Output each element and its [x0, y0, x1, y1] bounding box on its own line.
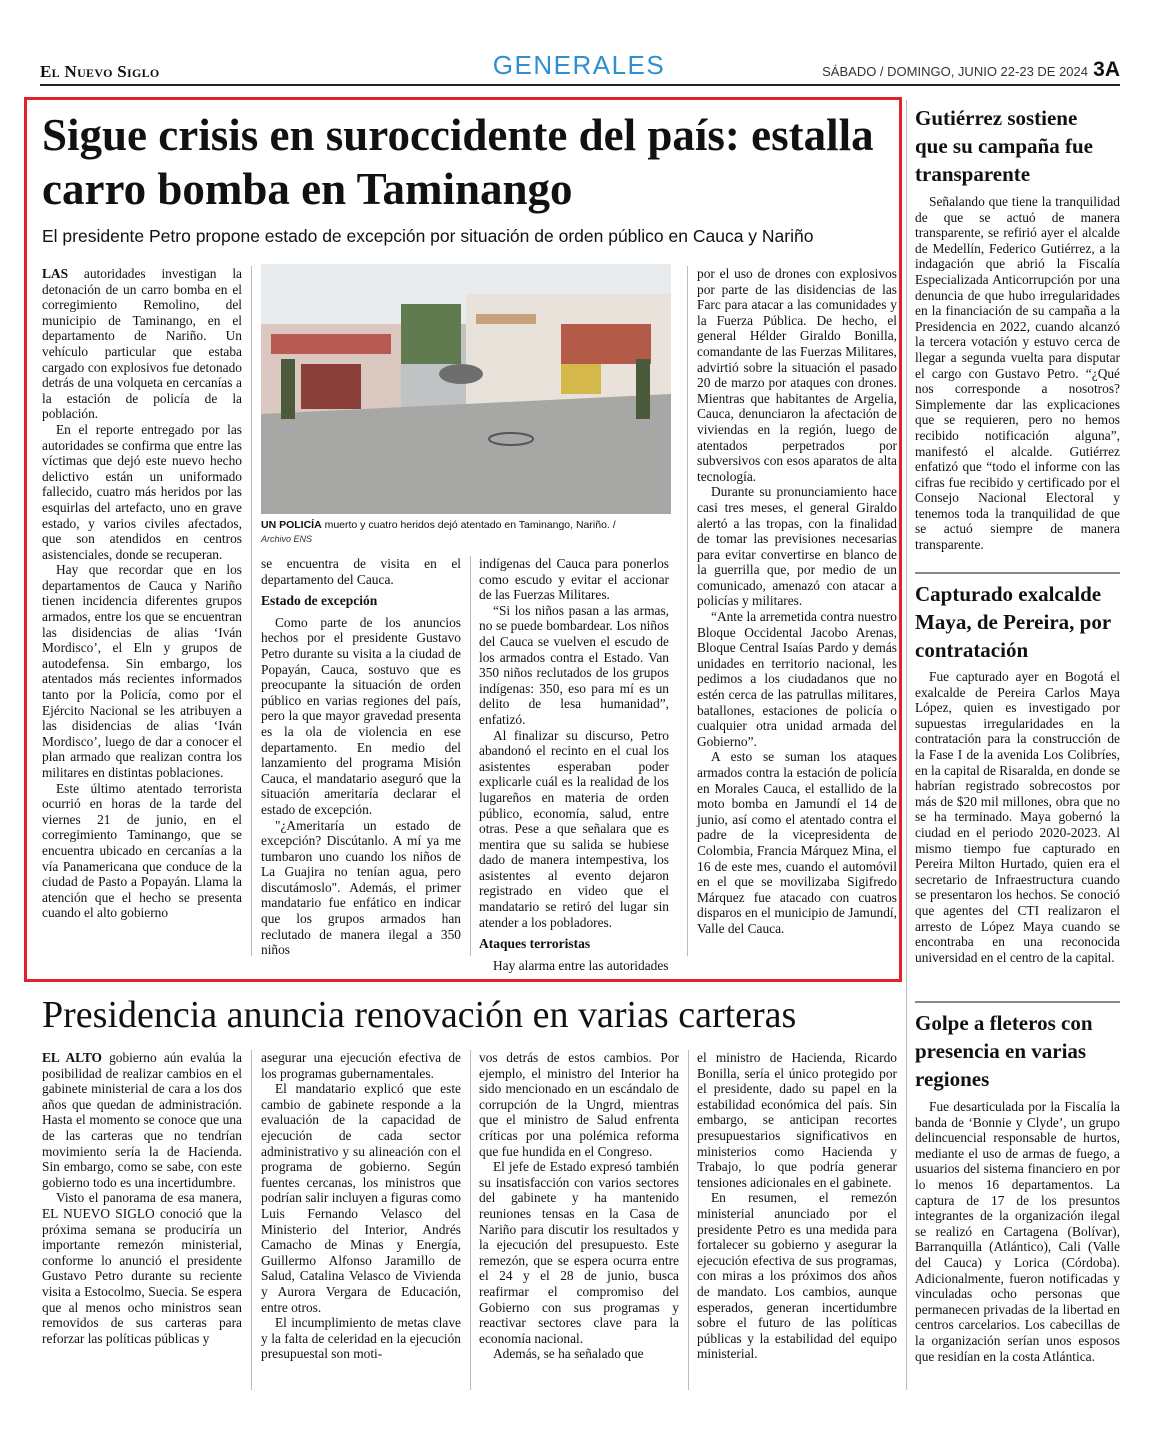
paragraph: Señalando que tiene la tranquilidad de que se actuó de manera transparente, se refirió ayer el alcalde de Medellín, Federico Gutiérrez, a la indagación que abrió la Fiscalía Especializada Anticorrupción por una denuncia de que hubo irregularidades en la financiación de su campaña a la Presidencia en 2022, cuando alcanzó la tercera votación y estuvo cerca de llegar a segunda vuelta para disputar el cargo con Gustavo Petro. “¿Qué nos corresponde a nosotros? Simplemente dar las explicaciones que se requieren, pero no hemos recibido notificación alguna”, manifestó el alcalde. Gutiérrez enfatizó que “todo el informe con las cifras fue recibido y certificado por el Consejo Nacional Electoral y tenemos toda la tranquilidad de que se actuó siempre de manera transparente. [915, 194, 1120, 553]
paragraph: Fue desarticulada por la Fiscalía la banda de ‘Bonnie y Clyde’, un grupo delincuencial responsable de hurtos, mediante el uso de armas de fuego, a usuarios del sistema financiero en por lo menos 16 departamentos. La captura de 17 de los presuntos integrantes de la organización ilegal se realizó en Cartagena (Bolívar), Barranquilla (Atlántico), Cali (Valle del Cauca) y Lorica (Córdoba). Adicionalmente, fueron notificadas y vinculadas ocho personas que permanecen privadas de la libertad en centros carcelarios. Los cabecillas de la organización serían unos esposos que residían en la costa Atlántica. [915, 1099, 1120, 1364]
main-column-3 [479, 556, 669, 973]
paragraph: El incumplimiento de metas clave y la falta de celeridad en la ejecución presupuestal son moti- [261, 1315, 461, 1362]
paragraph: gobierno aún evalúa la posibilidad de realizar cambios en el gabinete ministerial de cara a los dos años que quedan de administración. Hasta el momento se conoce que una de las carteras que no tendrían movimiento sería la de Hacienda. Sin embargo, como se sabe, con este gobierno todo es una incertidumbre. [42, 1050, 242, 1190]
second-column-3 [479, 1050, 679, 1362]
column-rule [251, 266, 252, 956]
paragraph: el ministro de Hacienda, Ricardo Bonilla, sería el único protegido por el presidente, dado su papel en la estabilidad económica del país. Sin embargo, se anticipan recortes presupuestarios significativos en ministerios como Hacienda y Trabajo, lo que podría generar tensiones adicionales en el gabinete. [697, 1050, 897, 1190]
paragraph: El jefe de Estado expresó también su insatisfacción con varios sectores del gabinete y ha mantenido reuniones tensas en la Casa de Nariño para discutir los resultados y la ejecución del presupuesto. Este remezón, que se espera ocurra entre el 24 y el 28 de junio, busca reafirmar el compromiso del Gobierno con sus programas y reactivar sectores clave para la economía nacional. [479, 1159, 679, 1346]
column-rule [470, 556, 471, 956]
paragraph: Como parte de los anuncios hechos por el presidente Gustavo Petro durante su visita a la ciudad de Popayán, Cauca, sostuvo que es preocupante la situación de orden público en varias regiones del país, pero la que mayor gravedad presenta es la ola de violencia en ese departamento. En medio del lanzamiento del programa Misión Cauca, el mandatario aseguró que la situación ameritaría declarar el estado de excepción. [261, 614, 461, 817]
second-column-2 [261, 1050, 461, 1362]
paragraph: Durante su pronunciamiento hace casi tres meses, el general Giraldo alertó a las tropas, con la finalidad de tomar las previsiones necesarias para evitar convertirse en blanco de la guerrilla que, por medio de un comunicado, amenazó con atacar a policías y militares. [697, 484, 897, 609]
sidebar-story-3 [915, 1099, 1120, 1364]
column-rule [470, 1050, 471, 1390]
paragraph: Fue capturado ayer en Bogotá el exalcalde de Pereira Carlos Maya López, quien es investigado por supuestas irregularidades en la contratación para la construcción de la Fase I de la avenida Los Colibríes, en la capital de Risaralda, en donde se habrían registrado sobrecostos por más de $20 mil millones, obra que no se ha terminado. Maya gobernó la ciudad en el periodo 2020-2023. Al mismo tiempo fue capturado en Pereira Milton Hurtado, quien era el secretario de Infraestructura cuando se presentaron los hechos. Se conoció que agentes del CTI realizaron el arresto de López Maya cuando se encontraba en una reconocida universidad en el centro de la capital. [915, 669, 1120, 965]
main-column-4 [697, 266, 897, 937]
second-headline: Presidencia anuncia renovación en varias carteras [42, 994, 797, 1036]
caption-lead: UN POLICÍA [261, 519, 322, 531]
sidebar-divider [915, 1001, 1120, 1003]
paragraph: “Ante la arremetida contra nuestro Bloque Occidental Jacobo Arenas, Bloque Central Isaías Pardo y demás unidades en territorio nacional, les pedimos a los ciudadanos que no estén cerca de las patrullas militares, batallones, estaciones de policía o cualquier otra unidad armada del Gobierno”. [697, 609, 897, 749]
column-rule [688, 1050, 689, 1390]
paragraph: vos detrás de estos cambios. Por ejemplo, el ministro del Interior ha sido mencionado en un escándalo de corrupción de la Ungrd, mientras que el ministro de Salud enfrenta críticas por una polémica reforma que fue hundida en el Congreso. [479, 1050, 679, 1159]
paragraph: asegurar una ejecución efectiva de los programas gubernamentales. [261, 1050, 461, 1081]
photo-caption [261, 518, 673, 546]
main-column-1 [42, 266, 242, 921]
paragraph: “Si los niños pasan a las armas, no se puede bombardear. Los niños del Cauca se vuelven el escudo de los armados contra el Estado. Van 350 niños reclutados de los grupos indígenas: 350, eso para mí es un delito de lesa humanidad”, enfatizó. [479, 602, 669, 727]
second-column-1 [42, 1050, 242, 1346]
masthead: El Nuevo Siglo [40, 62, 160, 81]
sidebar-headline-3: Golpe a fleteros con presencia en varias regiones [915, 1011, 1093, 1091]
photo-credit: Archivo ENS [261, 534, 313, 544]
paragraph: por el uso de drones con explosivos por parte de las disidencias de las Farc para atacar a las comunidades y la Fuerza Pública. De hecho, el general Hélder Giraldo Bonilla, comandante de las Fuerzas Militares, advirtió sobre la situación el pasado 20 de marzo por ataques con drones. Mientras que habitantes de Argelia, Cauca, denunciaron la afectación de viviendas en la región, luego de atentados perpetrados por subversivos con esos aparatos de alta tecnología. [697, 266, 897, 484]
news-photo [261, 264, 671, 514]
paragraph: Hay alarma entre las autoridades [493, 957, 669, 973]
paragraph: A esto se suman los ataques armados contra la estación de policía en Morales Cauca, el estallido de la moto bomba en Jamundí el 14 de junio, así como el atentado contra el padre de la vicepresidenta de Colombia, Francia Márquez Mina, el 16 de este mes, cuando el automóvil en el que se movilizaba Sigifredo Márquez fue atacado con cuatros disparos en el municipio de Jamundí, Valle del Cauca. [697, 749, 897, 936]
paragraph: autoridades investigan la detonación de un carro bomba en el corregimiento Remolino, del municipio de Taminango, en el departamento de Nariño. Un vehículo particular que estaba cargado con explosivos fue detonado detrás de una volqueta en cercanías a la estación de policía de la población. [42, 266, 242, 422]
paragraph: se encuentra de visita en el departamento del Cauca. [261, 556, 461, 587]
second-column-4 [697, 1050, 897, 1362]
lead-word: LAS [42, 266, 69, 281]
caption-text: muerto y cuatro heridos dejó atentado en Taminango, Nariño. / [321, 519, 616, 531]
paragraph: Visto el panorama de esa manera, EL NUEVO SIGLO conoció que la próxima semana se produciría un importante remezón ministerial, conforme lo anunció el presidente Gustavo Petro durante su reciente visita a Estocolmo, Suecia. Se espera que al menos ocho ministros sean removidos de sus carteras para reforzar las políticas públicas y [42, 1190, 242, 1346]
paragraph: "¿Ameritaría un estado de excepción? Discútanlo. A mí ya me tumbaron uno cuando los niños de La Guajira no tenían agua, pero discutámoslo". Además, el primer mandatario fue enfático en indicar que los grupos armados han reclutado de manera ilegal a 350 niños [261, 817, 461, 958]
header-rule [40, 84, 1120, 86]
section-title: GENERALES [492, 50, 666, 80]
main-column-2 [261, 556, 461, 958]
paragraph: En resumen, el remezón ministerial anunciado por el presidente Petro es una medida para fortalecer su gobierno y asegurar la ejecución efectiva de sus programas, con miras a los próximos dos años de mandato. Los cambios, aunque esperados, generan incertidumbre sobre el futuro de las políticas públicas y la estabilidad del equipo ministerial. [697, 1190, 897, 1362]
page-number: 3A [1093, 58, 1120, 81]
street-scene-image [261, 264, 671, 514]
paragraph: Además, se ha señalado que [493, 1346, 644, 1362]
sidebar-divider [915, 572, 1120, 574]
paragraph: El mandatario explicó que este cambio de gabinete responde a la evaluación de la capacidad de ejecución de cada sector administrativo y su alineación con el programa de gobierno. Según fuentes cercanas, los ministros que podrían salir incluyen a figuras como Luis Fernando Velasco del Ministerio del Interior, Andrés Camacho de Minas y Energía, Guillermo Alfonso Jaramillo de Salud, Catalina Velasco de Vivienda y Aurora Vergara de Educación, entre otros. [261, 1081, 461, 1315]
paragraph: En el reporte entregado por las autoridades se confirma que entre las víctimas que dejó este nuevo hecho delictivo están un uniformado fallecido, cuatro más heridos por las esquirlas del artefacto, uno en grave estado, y varios civiles afectados, que son atendidos en centros asistenciales, donde se recuperan. [42, 421, 242, 562]
paragraph: Hay que recordar que en los departamentos de Cauca y Nariño tienen incidencia diferentes grupos armados, entre los que se encuentran las disidencias de alias ‘Iván Mordisco’, el Eln y grupos de autodefensa. Sin embargo, los atentados más recientes informados tanto por la Policía, como por el Ejército Nacional se les atribuyen a las disidencias de alias ‘Iván Mordisco’, luego de dar a conocer el plan armado que realizan contra los militares en distintas poblaciones. [42, 562, 242, 780]
paragraph: Este último atentado terrorista ocurrió en horas de la tarde del viernes 21 de junio, en el corregimiento Taminango, que se encuentra ubicado en cercanías a la vía Panamericana que conduce de la ciudad de Pasto a Popayán. Llama la atención que el hecho se presenta cuando el alto gobierno [42, 780, 242, 921]
paragraph: indígenas del Cauca para ponerlos como escudo y evitar el accionar de las Fuerzas Militares. [479, 556, 669, 603]
paragraph: Al finalizar su discurso, Petro abandonó el recinto en el cual los asistentes esperaban poder explicarle cuál es la realidad de los lugareños en materia de orden público, economía, salud, entre otras. Pese a que señalara que es mentira que su salida se hubiese dado de manera intempestiva, los asistentes al evento dejaron registrado en video que el mandatario se retiró del lugar sin atender a los pobladores. [479, 727, 669, 930]
sidebar-rule [906, 100, 907, 1390]
sidebar-story-1 [915, 194, 1120, 553]
sidebar-headline-1: Gutiérrez sostiene que su campaña fue transparente [915, 106, 1093, 186]
sidebar-story-2 [915, 669, 1120, 965]
column-rule [251, 1050, 252, 1390]
subhead-ataques-terroristas: Ataques terroristas [479, 936, 591, 952]
subhead-estado-excepcion: Estado de excepción [261, 593, 378, 609]
main-deck: El presidente Petro propone estado de excepción por situación de orden público en Cauca y Nariño [42, 226, 814, 246]
sidebar-headline-2: Capturado exalcalde Maya, de Pereira, por contratación [915, 582, 1111, 662]
dateline: SÁBADO / DOMINGO, JUNIO 22-23 DE 2024 [822, 64, 1088, 79]
column-rule [687, 266, 688, 956]
main-headline: Sigue crisis en suroccidente del país: estalla carro bomba en Taminango [42, 110, 874, 214]
lead-word: EL ALTO [42, 1050, 102, 1065]
